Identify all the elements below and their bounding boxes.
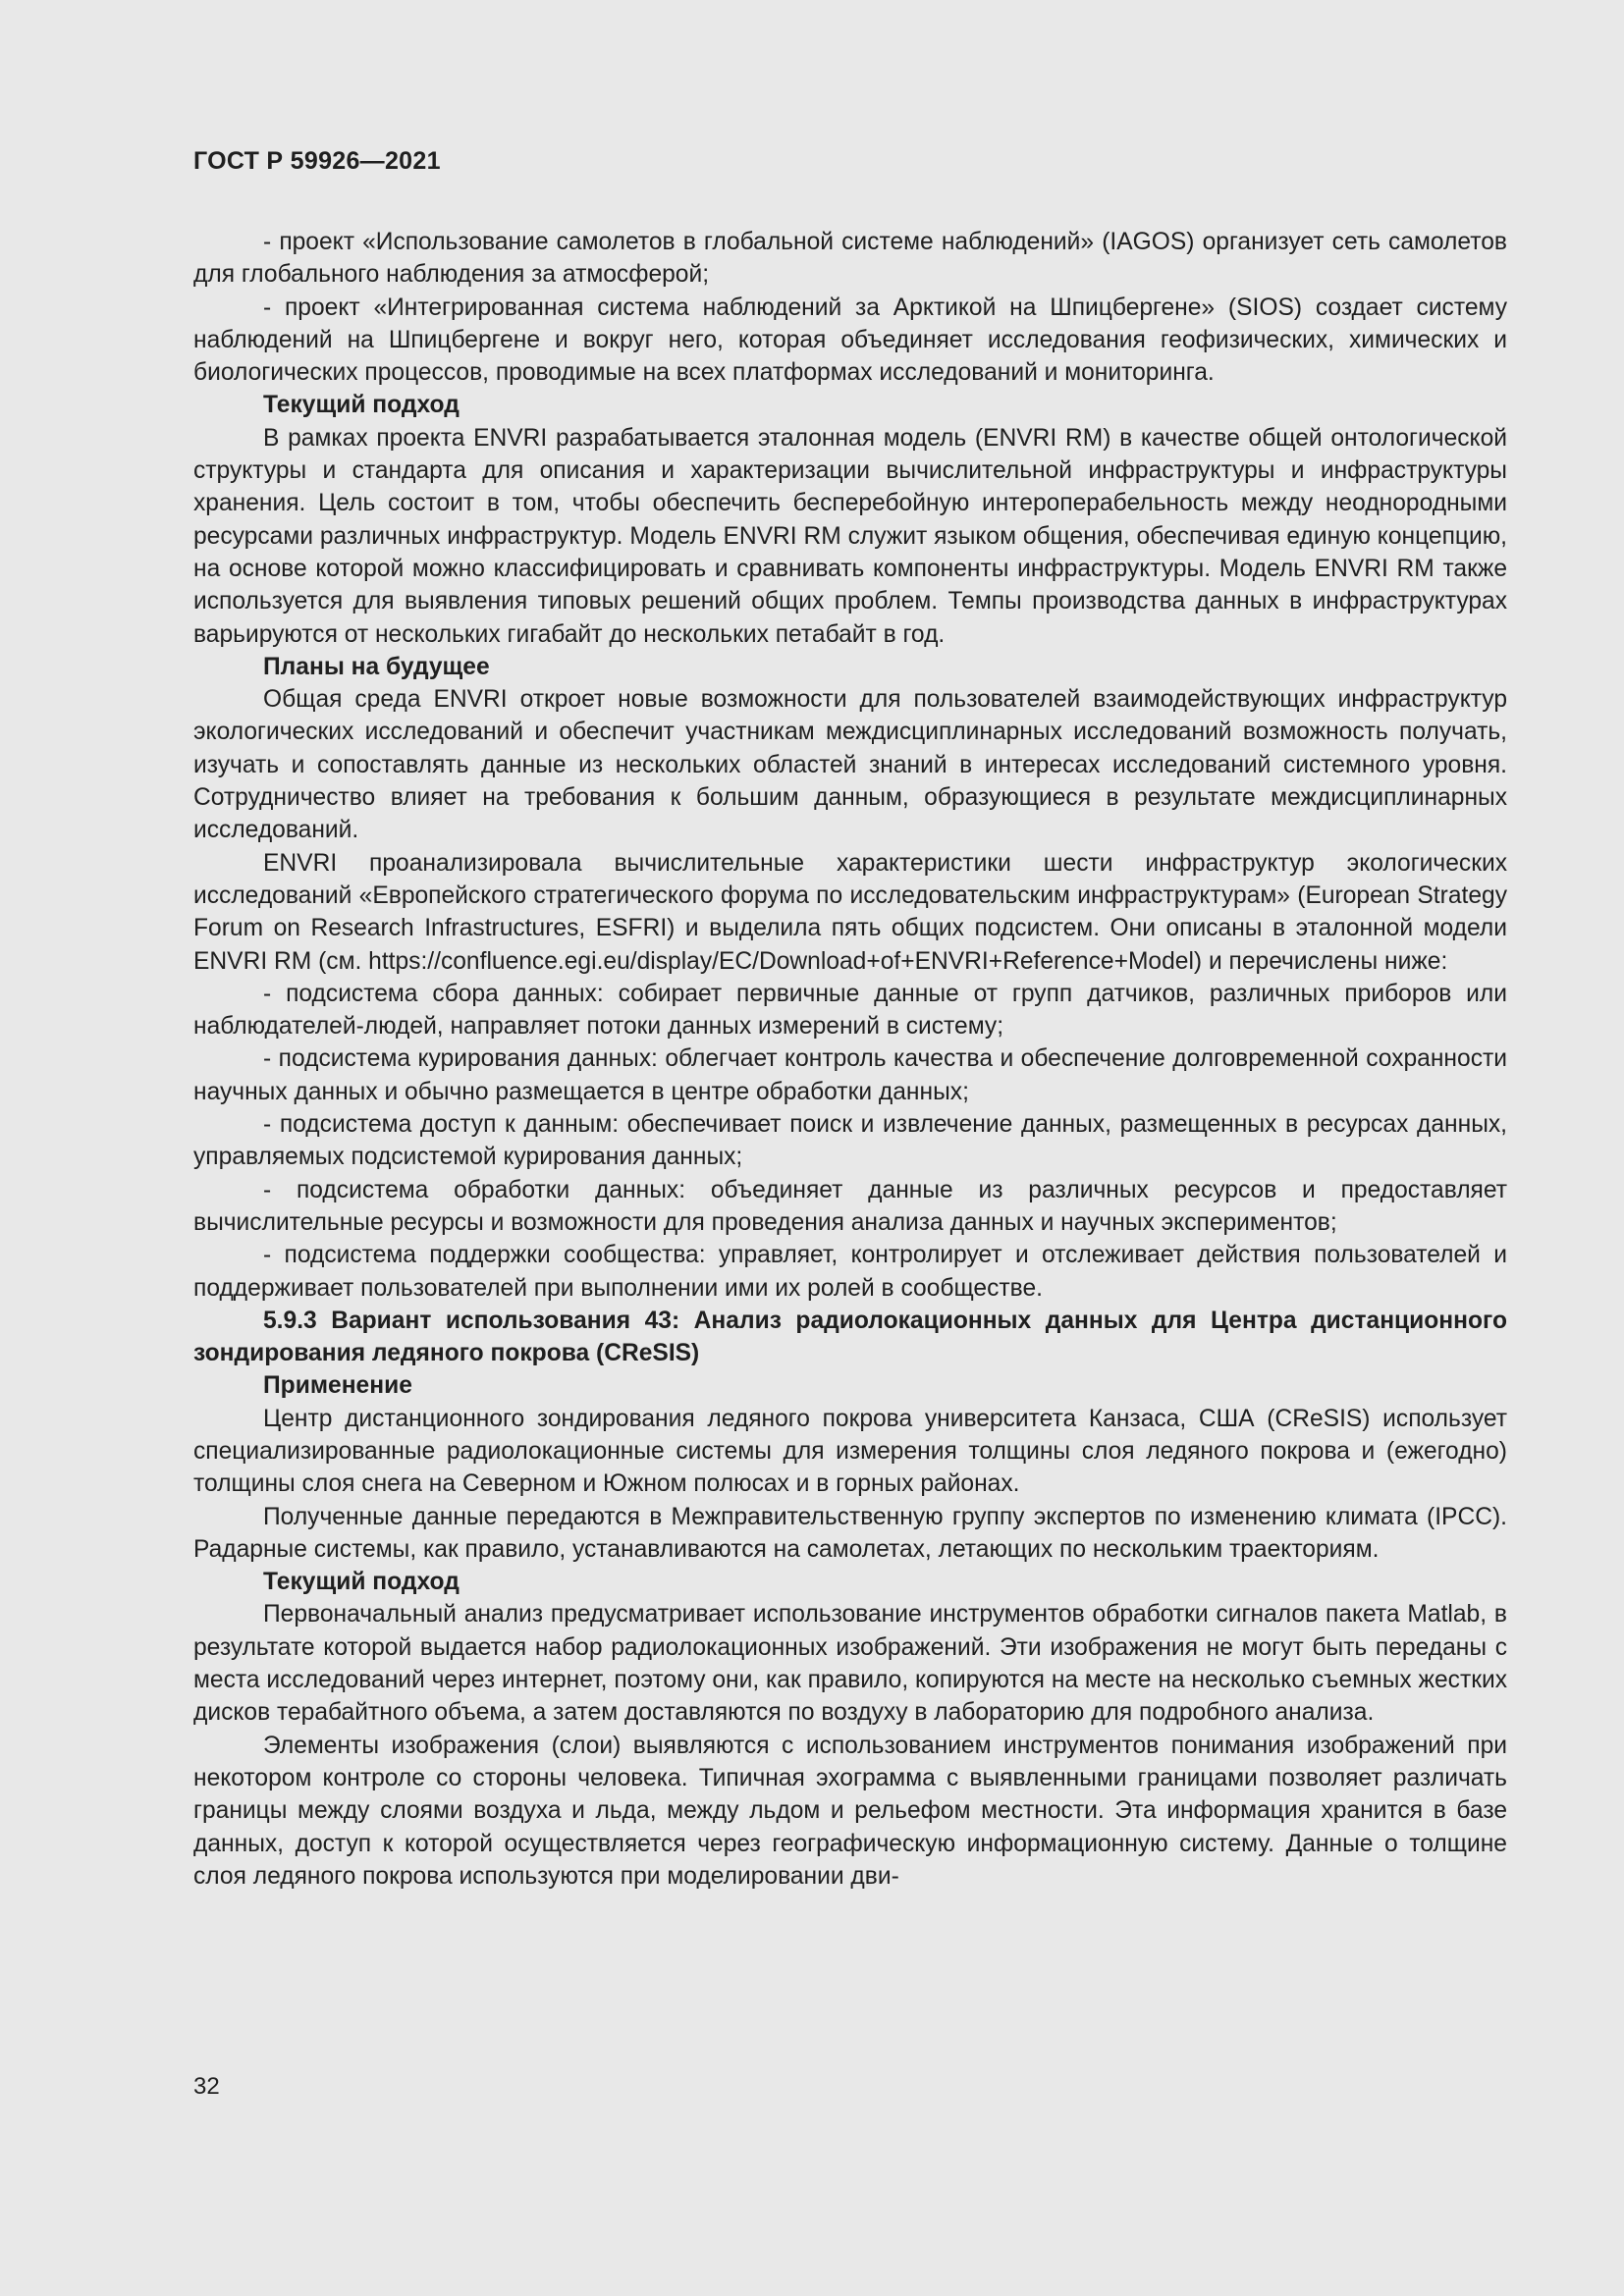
subheading-application: Применение xyxy=(263,1372,412,1400)
list-item: - проект «Использование самолетов в глобальной системе наблюдений» (IAGOS) организует сеть самолетов для глобального наблюдения за атмосферой; xyxy=(193,229,1507,289)
document-body xyxy=(193,226,1507,1893)
list-item: - подсистема курирования данных: облегчает контроль качества и обеспечение долговременной сохранности научных данных и обычно размещается в центре обработки данных; xyxy=(193,1045,1507,1105)
document-header: ГОСТ Р 59926—2021 xyxy=(193,147,441,175)
subheading-current-approach: Текущий подход xyxy=(263,392,460,419)
list-item: - подсистема поддержки сообщества: управляет, контролирует и отслеживает действия пользователей и поддерживает пользователей при выполнении ими их ролей в сообществе. xyxy=(193,1242,1507,1302)
list-item: - подсистема обработки данных: объединяет данные из различных ресурсов и предоставляет вычислительные ресурсы и возможности для проведения анализа данных и научных экспериментов; xyxy=(193,1176,1507,1236)
paragraph: В рамках проекта ENVRI разрабатывается эталонная модель (ENVRI RM) в качестве общей онтологической структуры и стандарта для описания и характеризации вычислительной инфраструктуры и инфраструктуры хранения. Цель состоит в том, чтобы обеспечить бесперебойную интероперабельность между неоднородными ресурсами различных инфраструктур. Модель ENVRI RM служит языком общения, обеспечивая единую концепцию, на основе которой можно классифицировать и сравнивать компоненты инфраструктуры. Модель ENVRI RM также используется для выявления типовых решений общих проблем. Темпы производства данных в инфраструктурах варьируются от нескольких гигабайт до нескольких петабайт в год. xyxy=(193,424,1507,648)
paragraph: Полученные данные передаются в Межправительственную группу экспертов по изменению климата (IPCC). Радарные системы, как правило, устанавливаются на самолетах, летающих по нескольким траекториям. xyxy=(193,1503,1507,1563)
paragraph: Общая среда ENVRI откроет новые возможности для пользователей взаимодействующих инфраструктур экологических исследований и обеспечит участникам междисциплинарных исследований возможность получать, изучать и сопоставлять данные из нескольких областей знаний в интересах исследований системного уровня. Сотрудничество влияет на требования к большим данным, образующиеся в результате междисциплинарных исследований. xyxy=(193,686,1507,844)
page-number: 32 xyxy=(193,2073,220,2100)
subheading-current-approach: Текущий подход xyxy=(263,1569,460,1596)
subheading-future-plans: Планы на будущее xyxy=(263,653,490,680)
paragraph: ENVRI проанализировала вычислительные характеристики шести инфраструктур экологических исследований «Европейского стратегического форума по исследовательским инфраструктурам» (European Strategy Forum on Research Infrastructures, ESFRI) и выделила пять общих подсистем. Они описаны в эталонной модели ENVRI RM (см. https://confluence.egi.eu/display/EC/Download+of+ENVRI+Reference+Model) и перечислены ниже: xyxy=(193,849,1507,975)
paragraph: Элементы изображения (слои) выявляются с использованием инструментов понимания изображений при некотором контроле со стороны человека. Типичная эхограмма с выявленными границами позволяет различать границы между слоями воздуха и льда, между льдом и рельефом местности. Эта информация хранится в базе данных, доступ к которой осуществляется через географическую информационную систему. Данные о толщине слоя ледяного покрова используются при моделировании дви- xyxy=(193,1732,1507,1890)
paragraph: Центр дистанционного зондирования ледяного покрова университета Канзаса, США (CReSIS) использует специализированные радиолокационные системы для измерения толщины слоя ледяного покрова и (ежегодно) толщины слоя снега на Северном и Южном полюсах и в горных районах. xyxy=(193,1405,1507,1498)
list-item: - подсистема доступ к данным: обеспечивает поиск и извлечение данных, размещенных в ресурсах данных, управляемых подсистемой курирования данных; xyxy=(193,1111,1507,1171)
section-heading-5-9-3: 5.9.3 Вариант использования 43: Анализ радиолокационных данных для Центра дистанционного зондирования ледяного покрова (CReSIS) xyxy=(193,1307,1507,1367)
paragraph: Первоначальный анализ предусматривает использование инструментов обработки сигналов пакета Matlab, в результате которой выдается набор радиолокационных изображений. Эти изображения не могут быть переданы с места исследований через интернет, поэтому они, как правило, копируются на месте на несколько съемных жестких дисков терабайтного объема, а затем доставляются по воздуху в лабораторию для подробного анализа. xyxy=(193,1601,1507,1727)
list-item: - подсистема сбора данных: собирает первичные данные от групп датчиков, различных приборов или наблюдателей-людей, направляет потоки данных измерений в систему; xyxy=(193,980,1507,1041)
list-item: - проект «Интегрированная система наблюдений за Арктикой на Шпицбергене» (SIOS) создает систему наблюдений на Шпицбергене и вокруг него, которая объединяет исследования геофизических, химических и биологических процессов, проводимые на всех платформах исследований и мониторинга. xyxy=(193,294,1507,387)
